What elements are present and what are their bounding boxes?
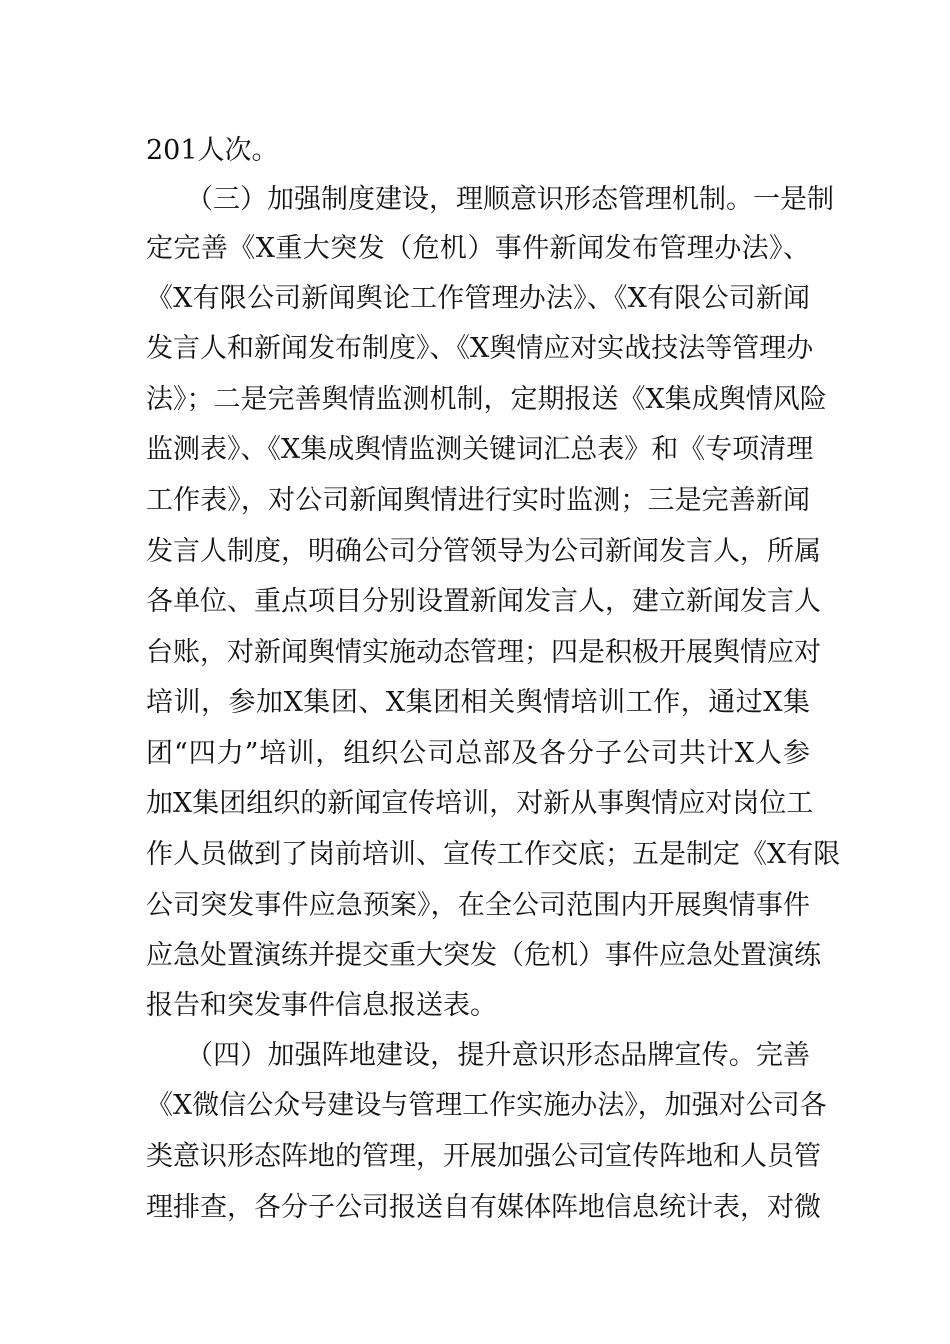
text-line: 加X集团组织的新闻宣传培训，对新从事舆情应对岗位工 bbox=[146, 788, 814, 819]
section-3-heading-line: （三）加强制度建设，理顺意识形态管理机制。一是制 bbox=[186, 184, 834, 215]
text-line: 公司突发事件应急预案》，在全公司范围内开展舆情事件 bbox=[146, 890, 810, 921]
text-line: 发言人和新闻发布制度》、《X舆情应对实战技法等管理办 bbox=[146, 333, 814, 364]
text-line: 类意识形态阵地的管理，开展加强公司宣传阵地和人员管 bbox=[146, 1141, 821, 1172]
text-line: 发言人制度，明确公司分管领导为公司新闻发言人，所属 bbox=[146, 536, 821, 567]
text-line: 法》；二是完善舆情监测机制，定期报送《X集成舆情风险 bbox=[146, 384, 827, 415]
text-line: 各单位、重点项目分别设置新闻发言人，建立新闻发言人 bbox=[146, 586, 821, 617]
text-line: 《X微信公众号建设与管理工作实施办法》，加强对公司各 bbox=[146, 1090, 827, 1121]
text-line: 应急处置演练并提交重大突发（危机）事件应急处置演练 bbox=[146, 940, 821, 971]
text-line: 定完善《X重大突发（危机）事件新闻发布管理办法》、 bbox=[146, 233, 810, 264]
text-line: 团“四力”培训，组织公司总部及各分子公司共计X人参 bbox=[146, 738, 810, 769]
text-line: 培训，参加X集团、X集团相关舆情培训工作，通过X集 bbox=[146, 687, 810, 718]
text-line: 理排查，各分子公司报送自有媒体阵地信息统计表，对微 bbox=[146, 1192, 821, 1223]
section-4-heading-line: （四）加强阵地建设，提升意识形态品牌宣传。完善 bbox=[186, 1040, 810, 1071]
text-line: 201人次。 bbox=[146, 135, 279, 166]
text-line: 《X有限公司新闻舆论工作管理办法》、《X有限公司新闻 bbox=[146, 283, 810, 314]
text-line: 台账，对新闻舆情实施动态管理；四是积极开展舆情应对 bbox=[146, 637, 821, 668]
text-line: 报告和突发事件信息报送表。 bbox=[146, 990, 497, 1021]
text-line: 工作表》，对公司新闻舆情进行实时监测；三是完善新闻 bbox=[146, 485, 810, 516]
text-line: 作人员做到了岗前培训、宣传工作交底；五是制定《X有限 bbox=[146, 839, 841, 870]
text-line: 监测表》、《X集成舆情监测关键词汇总表》和《专项清理 bbox=[146, 434, 814, 465]
